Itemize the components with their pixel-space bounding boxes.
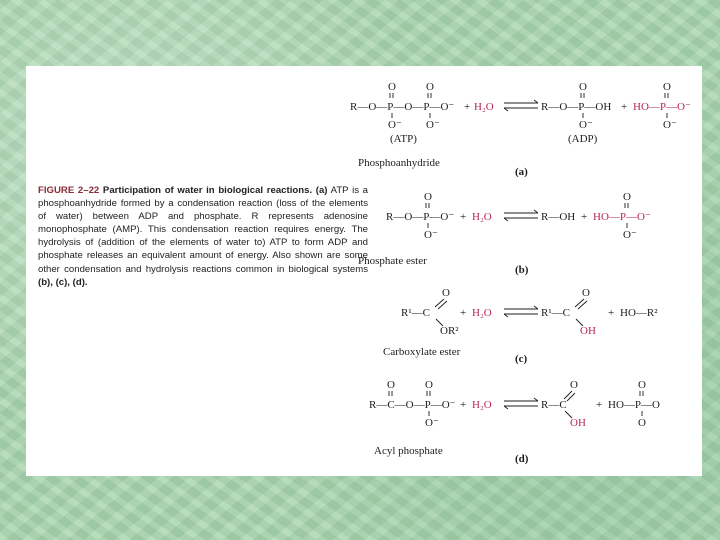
ester-chain: R¹—C bbox=[401, 307, 430, 319]
atom-o: O bbox=[582, 287, 590, 299]
acid-oh: OH bbox=[570, 417, 586, 429]
reaction-b-name: Phosphate ester bbox=[358, 255, 427, 267]
reaction-d-tag: (d) bbox=[515, 453, 529, 465]
caption-body: ATP is a phosphoanhydride formed by a condensation reaction (loss of the elements of water) between ADP and phosphate. R represents adenosine monophosphate (AMP). This condensation reaction requires energy. The hydrolysis of (addition of the elements of water to) ATP to form ADP and phosphate releases an equivalent amount of energy. Also shown are some other condensation and hydrolysis reactions common in biological systems bbox=[38, 185, 369, 275]
acid-chain: R—C bbox=[541, 399, 567, 411]
atom-o: O bbox=[387, 379, 395, 391]
reaction-c bbox=[383, 287, 658, 365]
water-molecule: H₂O bbox=[472, 399, 492, 411]
atom-o: O bbox=[663, 81, 671, 93]
reaction-b-tag: (b) bbox=[515, 264, 529, 276]
plus-sign: + bbox=[596, 399, 603, 411]
reaction-d bbox=[369, 379, 660, 465]
reaction-d-name: Acyl phosphate bbox=[374, 445, 443, 457]
atom-o: O bbox=[388, 81, 396, 93]
reaction-diagrams bbox=[26, 66, 702, 476]
caption-ref-bcd: (b), (c), (d). bbox=[38, 276, 88, 288]
reaction-a-name: Phosphoanhydride bbox=[358, 157, 440, 169]
atom-o: O bbox=[425, 379, 433, 391]
plus-sign: + bbox=[621, 101, 628, 113]
phosphate-product: HO—P—O bbox=[608, 399, 660, 411]
plus-sign: + bbox=[608, 307, 615, 319]
water-molecule: H₂O bbox=[472, 211, 492, 223]
water-molecule: H₂O bbox=[472, 307, 492, 319]
plus-sign: + bbox=[581, 211, 588, 223]
atom-o: O bbox=[638, 417, 646, 429]
atom-o: O bbox=[623, 191, 631, 203]
atom-o-minus: O⁻ bbox=[425, 417, 439, 429]
atom-o-minus: O⁻ bbox=[579, 119, 593, 131]
phosphate-product: HO—P—O⁻ bbox=[593, 211, 651, 223]
atom-o-minus: O⁻ bbox=[623, 229, 637, 241]
atom-o-minus: O⁻ bbox=[424, 229, 438, 241]
plus-sign: + bbox=[460, 211, 467, 223]
plus-sign: + bbox=[460, 399, 467, 411]
plus-sign: + bbox=[464, 101, 471, 113]
adp-label: (ADP) bbox=[568, 133, 598, 145]
atom-o: O bbox=[570, 379, 578, 391]
acyl-phosphate: R—C—O—P—O⁻ bbox=[369, 399, 456, 411]
figure-label: FIGURE 2–22 bbox=[38, 185, 100, 196]
atom-o-minus: O⁻ bbox=[426, 119, 440, 131]
atom-o-minus: O⁻ bbox=[388, 119, 402, 131]
atom-o-minus: O⁻ bbox=[663, 119, 677, 131]
ester-or2: OR² bbox=[440, 325, 459, 337]
reaction-c-tag: (c) bbox=[515, 353, 528, 365]
atom-o: O bbox=[424, 191, 432, 203]
atom-o: O bbox=[579, 81, 587, 93]
atom-o: O bbox=[442, 287, 450, 299]
reaction-a-tag: (a) bbox=[515, 166, 528, 178]
alcohol-product: HO—R² bbox=[620, 307, 658, 319]
reaction-c-name: Carboxylate ester bbox=[383, 346, 461, 358]
caption-ref-a: (a) bbox=[315, 185, 328, 196]
reaction-a bbox=[350, 81, 691, 178]
slide-page bbox=[26, 66, 702, 476]
phosphate-product: HO—P—O⁻ bbox=[633, 101, 691, 113]
reaction-b bbox=[358, 191, 651, 276]
acid-chain: R¹—C bbox=[541, 307, 570, 319]
phosphate-ester: R—O—P—O⁻ bbox=[386, 211, 455, 223]
water-molecule: H₂O bbox=[474, 101, 494, 113]
adp-chain: R—O—P—OH bbox=[541, 101, 612, 113]
atp-label: (ATP) bbox=[390, 133, 417, 145]
acid-oh: OH bbox=[580, 325, 596, 337]
alcohol-product: R—OH bbox=[541, 211, 576, 223]
plus-sign: + bbox=[460, 307, 467, 319]
figure-title: Participation of water in biological reactions. bbox=[102, 185, 313, 196]
atp-chain: R—O—P—O—P—O⁻ bbox=[350, 101, 455, 113]
atom-o: O bbox=[638, 379, 646, 391]
atom-o: O bbox=[426, 81, 434, 93]
